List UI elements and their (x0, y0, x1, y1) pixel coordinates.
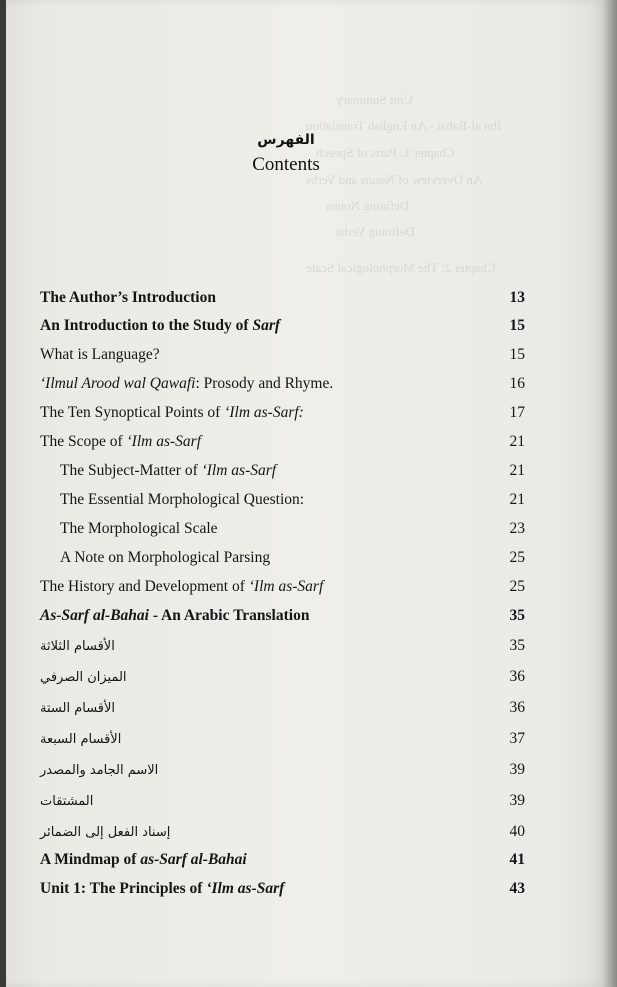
toc-entry[interactable]: المشتقات 39 (40, 792, 525, 809)
page-number: 35 (509, 637, 525, 654)
toc-entry[interactable]: A Mindmap of as-Sarf al-Bahai 41 (40, 851, 525, 868)
toc-entry[interactable]: الأقسام السبعة 37 (40, 730, 525, 747)
page-number: 21 (509, 462, 525, 479)
toc-entry[interactable]: The Morphological Scale 23 (60, 520, 525, 537)
book-page (6, 0, 606, 987)
toc-entry[interactable]: As-Sarf al-Bahai - An Arabic Translation 35 (40, 607, 525, 624)
page-number: 23 (509, 520, 525, 537)
page-number: 15 (509, 346, 525, 363)
page-number: 36 (509, 699, 525, 716)
page-number: 17 (509, 404, 525, 421)
toc-entry[interactable]: إسناد الفعل إلى الضمائر 40 (40, 823, 525, 840)
page-number: 43 (509, 880, 525, 897)
toc-entry[interactable]: An Introduction to the Study of Sarf 15 (40, 317, 525, 334)
page-number: 25 (509, 549, 525, 566)
page-number: 41 (509, 851, 525, 868)
page-number: 21 (509, 433, 525, 450)
page-number: 25 (509, 578, 525, 595)
toc-entry[interactable]: الاسم الجامد والمصدر 39 (40, 761, 525, 778)
bleed-through-text: Unit Summary (336, 92, 413, 107)
page-number: 13 (509, 289, 525, 306)
bleed-through-text: Defining Verbs (336, 224, 415, 239)
contents-heading: Contents (252, 154, 320, 175)
toc-entry[interactable]: The Essential Morphological Question: 21 (60, 491, 525, 508)
page-number: 40 (509, 823, 525, 840)
toc-entry[interactable]: The Subject-Matter of ‘Ilm as-Sarf 21 (60, 462, 525, 479)
page-number: 15 (509, 317, 525, 334)
toc-entry[interactable]: The Author’s Introduction 13 (40, 289, 525, 306)
page-number: 39 (509, 792, 525, 809)
page-number: 35 (509, 607, 525, 624)
toc-entry[interactable]: What is Language? 15 (40, 346, 525, 363)
toc-entry[interactable]: A Note on Morphological Parsing 25 (60, 549, 525, 566)
toc-entry[interactable]: الأقسام الستة 36 (40, 699, 525, 716)
bleed-through-text: An Overview of Nouns and Verbs (306, 172, 483, 187)
book-edge-shadow (603, 0, 617, 987)
toc-entry[interactable]: الميزان الصرفي 36 (40, 668, 525, 685)
page-number: 16 (509, 375, 525, 392)
contents-arabic-heading: الفهرس (257, 132, 315, 148)
bleed-through-text: Chapter 2: The Morphological Scale (306, 260, 496, 275)
page-number: 21 (509, 491, 525, 508)
toc-entry[interactable]: The History and Development of ‘Ilm as-Sarf 25 (40, 578, 525, 595)
bleed-through-text: Ibn al-Bahai - An English Translation (306, 118, 502, 133)
toc-entry[interactable]: ‘Ilmul Arood wal Qawafi: Prosody and Rhyme. 16 (40, 375, 525, 392)
toc-entry[interactable]: The Scope of ‘Ilm as-Sarf 21 (40, 433, 525, 450)
toc-entry[interactable]: الأقسام الثلاثة 35 (40, 637, 525, 654)
bleed-through-text: Defining Nouns (326, 198, 410, 213)
bleed-through-text: Chapter 1: Parts of Speech (316, 145, 455, 160)
page-number: 36 (509, 668, 525, 685)
page-number: 37 (509, 730, 525, 747)
toc-entry[interactable]: The Ten Synoptical Points of ‘Ilm as-Sarf: 17 (40, 404, 525, 421)
toc-entry[interactable]: Unit 1: The Principles of ‘Ilm as-Sarf 43 (40, 880, 525, 897)
page-number: 39 (509, 761, 525, 778)
